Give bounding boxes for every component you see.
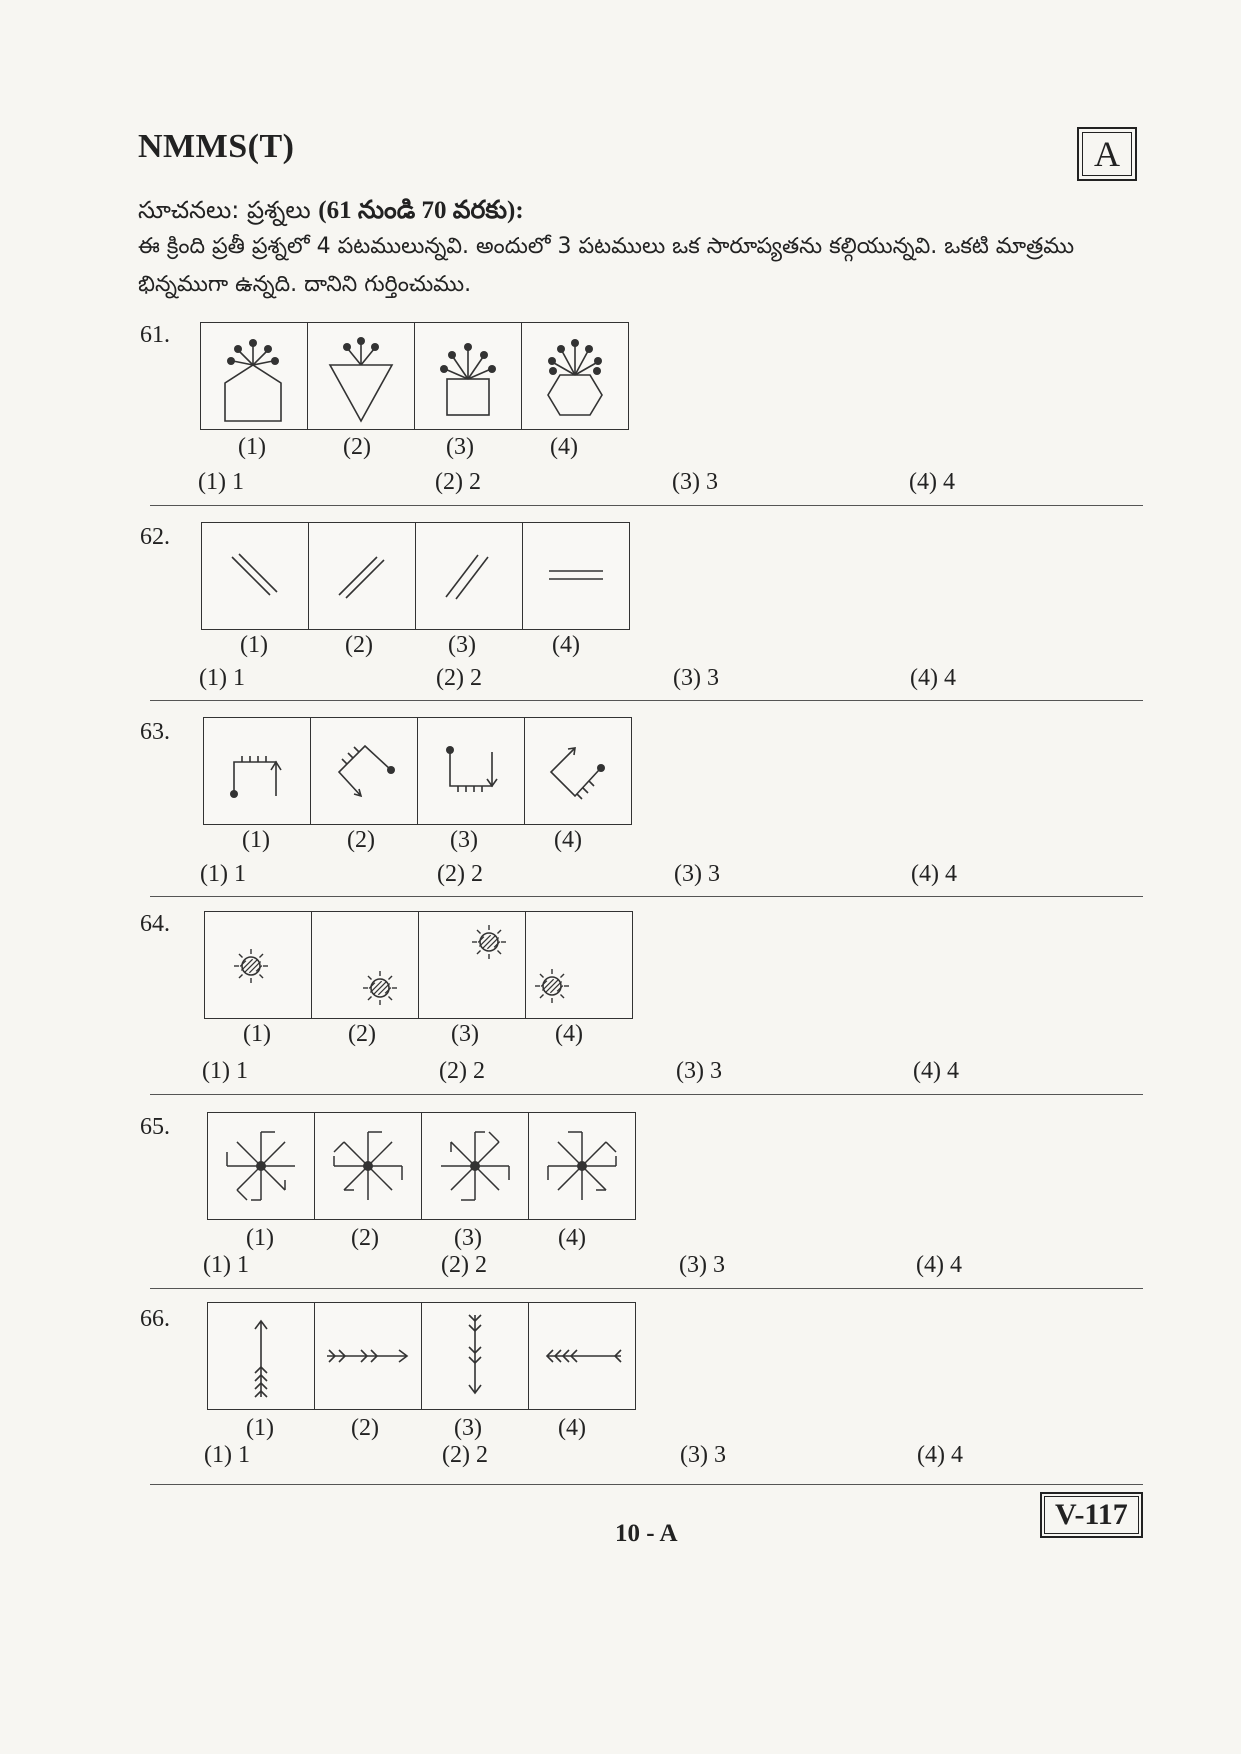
- answer-option[interactable]: (2) 2: [437, 861, 483, 887]
- figure-label: (1): [246, 1225, 274, 1251]
- paper-code: V-117: [1044, 1496, 1139, 1534]
- figure-label: (1): [243, 1021, 271, 1047]
- figure-cell-1: [208, 1303, 315, 1409]
- divider: [150, 896, 1143, 897]
- figure-label: (3): [448, 632, 476, 658]
- figure-label: (4): [554, 827, 582, 853]
- figure-row: [203, 717, 632, 825]
- answer-option[interactable]: (3) 3: [672, 469, 718, 495]
- figure-cell-4: [522, 323, 628, 429]
- figure-cell-3: [422, 1303, 529, 1409]
- figure-label: (2): [343, 434, 371, 460]
- figure-cell-2: [308, 323, 415, 429]
- answer-option[interactable]: (4) 4: [910, 665, 956, 691]
- instructions-heading-prefix: సూచనలు: ప్రశ్నలు: [138, 196, 319, 224]
- divider: [150, 505, 1143, 506]
- figure-cell-1: [204, 718, 311, 824]
- figure-label: (3): [454, 1415, 482, 1441]
- figure-label: (4): [555, 1021, 583, 1047]
- answer-option[interactable]: (3) 3: [679, 1252, 725, 1278]
- answer-option[interactable]: (1) 1: [203, 1252, 249, 1278]
- answer-option[interactable]: (1) 1: [204, 1442, 250, 1468]
- answer-option[interactable]: (2) 2: [441, 1252, 487, 1278]
- answer-option[interactable]: (4) 4: [911, 861, 957, 887]
- figure-row: [207, 1302, 636, 1410]
- figure-cell-4: [525, 718, 631, 824]
- page-title: NMMS(T): [138, 128, 295, 165]
- instructions-body: ఈ క్రింది ప్రతీ ప్రశ్నలో 4 పటములున్నవి. అందులో 3 పటములు ఒక సారూప్యతను కల్గియున్నవి. ఒకటి మాత్రము భిన్నముగా ఉన్నది. దానిని గుర్తించుము.: [138, 234, 1075, 297]
- figure-label: (4): [550, 434, 578, 460]
- question-number: 61.: [140, 322, 170, 348]
- figure-cell-2: [315, 1303, 422, 1409]
- instructions-heading: [138, 196, 524, 231]
- paper-code-box: [1040, 1492, 1143, 1538]
- figure-cell-4: [523, 523, 629, 629]
- figure-cell-4: [529, 1303, 635, 1409]
- figure-label: (3): [454, 1225, 482, 1251]
- answer-option[interactable]: (1) 1: [198, 469, 244, 495]
- answer-option[interactable]: (3) 3: [674, 861, 720, 887]
- figure-label: (3): [450, 827, 478, 853]
- answer-option[interactable]: (3) 3: [680, 1442, 726, 1468]
- answer-option[interactable]: (3) 3: [676, 1058, 722, 1084]
- answer-option[interactable]: (4) 4: [917, 1442, 963, 1468]
- set-code-box: [1077, 127, 1137, 181]
- figure-label: (2): [345, 632, 373, 658]
- figure-label: (3): [451, 1021, 479, 1047]
- figure-label: (1): [240, 632, 268, 658]
- figure-label: (2): [347, 827, 375, 853]
- figure-label: (1): [238, 434, 266, 460]
- figure-row: [201, 522, 630, 630]
- answer-option[interactable]: (4) 4: [916, 1252, 962, 1278]
- figure-label: (1): [242, 827, 270, 853]
- divider: [150, 1288, 1143, 1289]
- figure-cell-3: [422, 1113, 529, 1219]
- answer-option[interactable]: (2) 2: [439, 1058, 485, 1084]
- question-number: 64.: [140, 911, 170, 937]
- figure-cell-1: [205, 912, 312, 1018]
- question-number: 63.: [140, 719, 170, 745]
- question-number: 66.: [140, 1306, 170, 1332]
- figure-cell-4: [529, 1113, 635, 1219]
- answer-option[interactable]: (3) 3: [673, 665, 719, 691]
- figure-label: (4): [558, 1225, 586, 1251]
- answer-option[interactable]: (1) 1: [200, 861, 246, 887]
- figure-row: [207, 1112, 636, 1220]
- figure-row: [200, 322, 629, 430]
- figure-cell-2: [315, 1113, 422, 1219]
- figure-cell-2: [312, 912, 419, 1018]
- question-number: 62.: [140, 524, 170, 550]
- figure-label: (3): [446, 434, 474, 460]
- answer-option[interactable]: (2) 2: [435, 469, 481, 495]
- figure-cell-2: [311, 718, 418, 824]
- figure-cell-3: [418, 718, 525, 824]
- figure-cell-3: [419, 912, 526, 1018]
- page-number: 10 - A: [615, 1520, 678, 1547]
- answer-option[interactable]: (2) 2: [442, 1442, 488, 1468]
- answer-option[interactable]: (2) 2: [436, 665, 482, 691]
- answer-option[interactable]: (1) 1: [199, 665, 245, 691]
- figure-row: [204, 911, 633, 1019]
- figure-label: (2): [351, 1225, 379, 1251]
- figure-label: (4): [558, 1415, 586, 1441]
- divider: [150, 1484, 1143, 1485]
- figure-cell-3: [416, 523, 523, 629]
- answer-option[interactable]: (4) 4: [909, 469, 955, 495]
- figure-label: (1): [246, 1415, 274, 1441]
- figure-label: (2): [348, 1021, 376, 1047]
- figure-cell-3: [415, 323, 522, 429]
- figure-cell-4: [526, 912, 632, 1018]
- instructions-range: (61 నుండి 70 వరకు):: [318, 197, 524, 224]
- figure-cell-2: [309, 523, 416, 629]
- figure-label: (2): [351, 1415, 379, 1441]
- figure-cell-1: [208, 1113, 315, 1219]
- figure-label: (4): [552, 632, 580, 658]
- answer-option[interactable]: (1) 1: [202, 1058, 248, 1084]
- set-code: A: [1082, 132, 1132, 176]
- divider: [150, 700, 1143, 701]
- divider: [150, 1094, 1143, 1095]
- answer-option[interactable]: (4) 4: [913, 1058, 959, 1084]
- question-number: 65.: [140, 1114, 170, 1140]
- figure-cell-1: [201, 323, 308, 429]
- figure-cell-1: [202, 523, 309, 629]
